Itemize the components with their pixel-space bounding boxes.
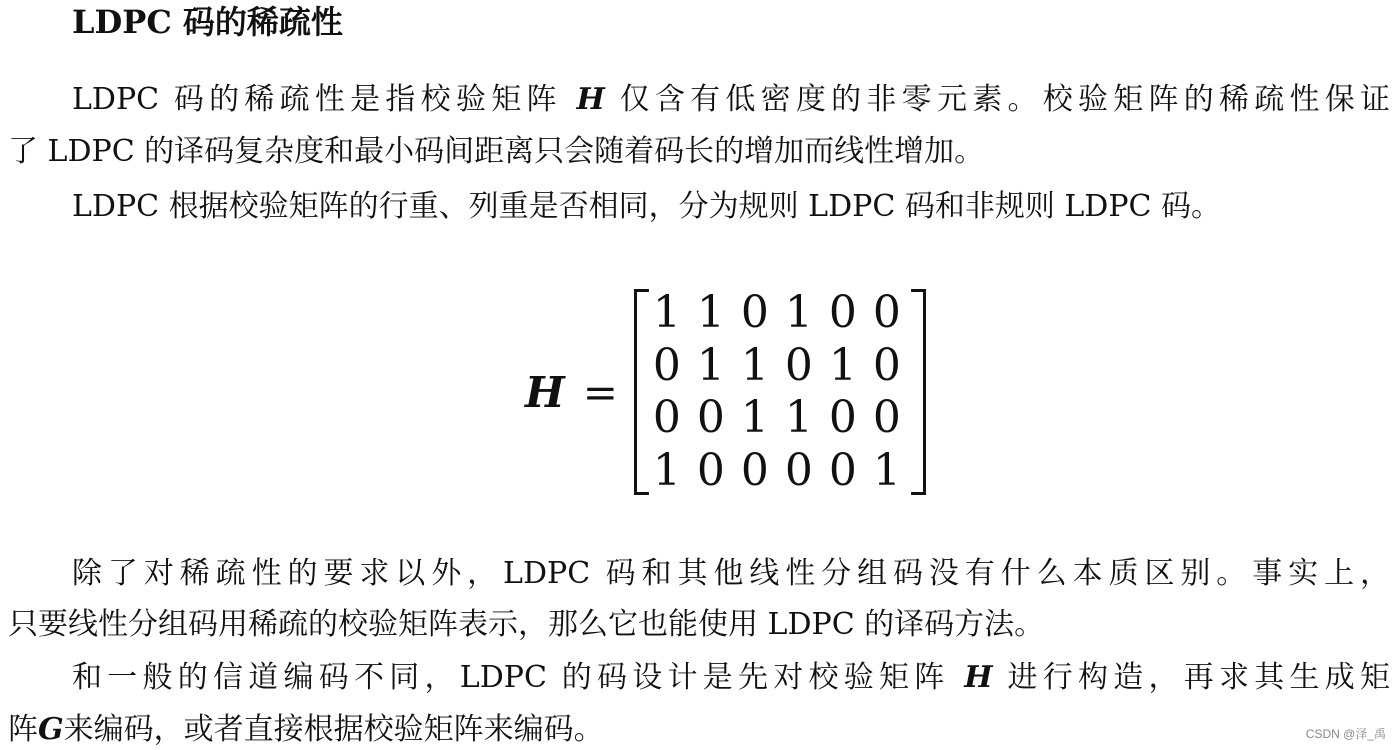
paragraph-2: LDPC 根据校验矩阵的行重、列重是否相同，分为规则 LDPC 码和非规则 LDPC 码。 — [72, 189, 1222, 224]
matrix-entry: 0 — [784, 444, 819, 496]
matrix-entry: 0 — [696, 444, 731, 496]
matrix-entry: 0 — [872, 339, 907, 391]
matrix-entry: 1 — [872, 444, 907, 496]
matrix-entry: 1 — [740, 339, 775, 391]
parity-check-matrix-equation — [525, 288, 926, 496]
text: 仅含有低密度的非零元素。校验矩阵的稀疏性保证 — [604, 82, 1390, 117]
matrix-row — [653, 392, 907, 444]
matrix-entry: 0 — [828, 444, 863, 496]
text: 来编码，或者直接根据校验矩阵来编码。 — [63, 712, 604, 747]
matrix-entry: 0 — [652, 339, 687, 391]
matrix-row — [653, 340, 907, 392]
matrix-entry: 1 — [784, 287, 819, 338]
matrix-symbol-h: H — [576, 82, 605, 117]
matrix-entry: 1 — [652, 287, 687, 338]
paragraph-1-line-2: 了 LDPC 的译码复杂度和最小码间距离只会随着码长的增加而线性增加。 — [8, 134, 985, 169]
section-title: LDPC 码的稀疏性 — [72, 3, 343, 41]
matrix-entry: 0 — [696, 392, 731, 444]
text: 和一般的信道编码不同，LDPC 的码设计是先对校验矩阵 — [72, 660, 965, 695]
matrix-entry: 1 — [784, 392, 819, 444]
matrix-entry: 1 — [740, 392, 775, 444]
text: 进行构造，再求其生成矩 — [992, 660, 1390, 695]
matrix-entry: 1 — [696, 339, 731, 391]
paragraph-3-line-2: 只要线性分组码用稀疏的校验矩阵表示，那么它也能使用 LDPC 的译码方法。 — [8, 607, 1045, 642]
matrix-entry: 0 — [740, 287, 775, 338]
matrix-row — [653, 287, 907, 339]
matrix-entry: 0 — [872, 287, 907, 338]
text: 阵 — [8, 712, 38, 747]
matrix-symbol-h: H — [964, 660, 993, 695]
paragraph-1-line-1 — [72, 82, 1390, 118]
matrix-rows — [649, 287, 911, 497]
watermark: CSDN @泽_禹 — [1305, 727, 1386, 741]
right-bracket — [911, 289, 926, 495]
matrix-symbol-g: G — [38, 712, 64, 747]
equals-sign: = — [582, 367, 618, 417]
matrix-entry: 0 — [828, 392, 863, 444]
matrix-entry: 0 — [828, 287, 863, 338]
paragraph-3-line-1: 除了对稀疏性的要求以外，LDPC 码和其他线性分组码没有什么本质区别。事实上， — [72, 556, 1390, 591]
matrix-entry: 1 — [696, 287, 731, 338]
matrix-entry: 0 — [740, 444, 775, 496]
matrix-entry: 0 — [872, 392, 907, 444]
text: LDPC 码的稀疏性是指校验矩阵 — [72, 82, 577, 117]
matrix-entry: 1 — [652, 444, 687, 496]
paragraph-4-line-2 — [8, 712, 604, 748]
matrix-entry: 0 — [784, 339, 819, 391]
matrix-entry: 1 — [828, 339, 863, 391]
left-bracket — [634, 289, 649, 495]
paragraph-4-line-1 — [72, 660, 1390, 696]
matrix-entry: 0 — [652, 392, 687, 444]
matrix-row — [653, 445, 907, 497]
matrix-label: H — [525, 367, 565, 417]
